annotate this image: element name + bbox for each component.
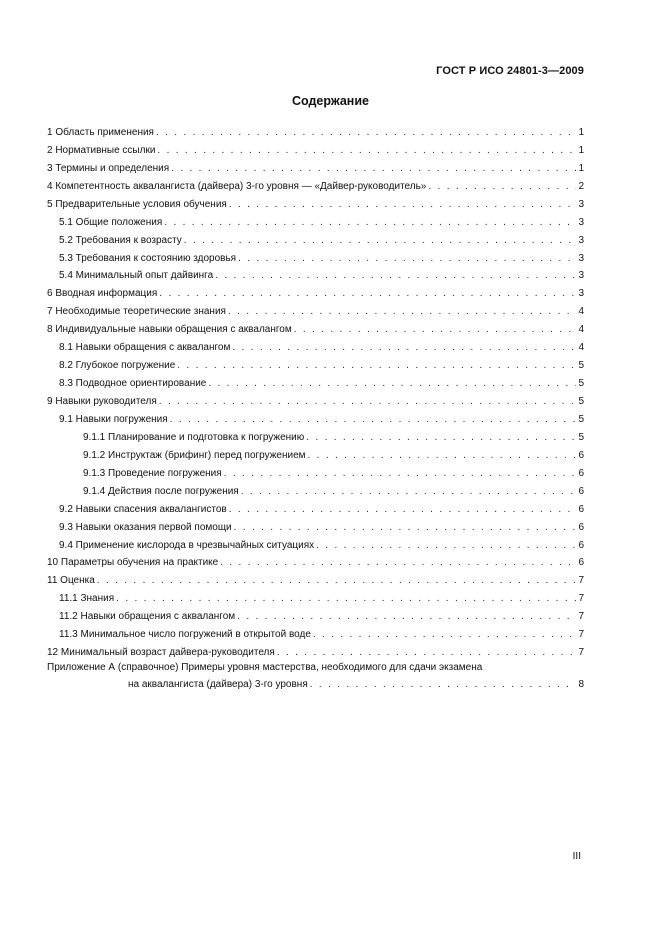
toc-entry[interactable] <box>47 498 584 516</box>
toc-entry-title: 5 Предварительные условия обучения <box>47 198 227 210</box>
toc-entry[interactable] <box>47 265 584 283</box>
toc-entry[interactable] <box>47 569 584 587</box>
toc-appendix-entry[interactable] <box>47 661 584 691</box>
toc-entry-page: 7 <box>578 629 584 641</box>
toc-leader-dots <box>97 575 577 587</box>
toc-entry-page: 3 <box>578 216 584 228</box>
toc-entry-title: 9.3 Навыки оказания первой помощи <box>59 521 232 533</box>
table-of-contents <box>47 121 584 691</box>
toc-entry-title: 1 Область применения <box>47 126 154 138</box>
toc-entry-page: 6 <box>578 557 584 569</box>
toc-entry[interactable] <box>47 157 584 175</box>
toc-leader-dots <box>215 270 576 282</box>
toc-entry-page: 3 <box>578 288 584 300</box>
toc-entry-page: 6 <box>578 539 584 551</box>
toc-entry[interactable] <box>47 462 584 480</box>
toc-entry-page: 4 <box>578 342 584 354</box>
toc-entry-page: 6 <box>578 521 584 533</box>
toc-entry-title: 8.3 Подводное ориентирование <box>59 378 207 390</box>
toc-entry-page: 3 <box>578 270 584 282</box>
toc-entry-title: 7 Необходимые теоретические знания <box>47 306 226 318</box>
toc-entry-page: 3 <box>578 252 584 264</box>
page-number: III <box>572 851 581 862</box>
toc-entry-title: 12 Минимальный возраст дайвера-руководителя <box>47 647 275 659</box>
toc-entry-title: 9.1.4 Действия после погружения <box>83 485 239 497</box>
toc-leader-dots <box>208 378 576 390</box>
toc-entry-title: 3 Термины и определения <box>47 162 170 174</box>
toc-entry-title: 9.1 Навыки погружения <box>59 413 168 425</box>
toc-leader-dots <box>220 557 576 569</box>
toc-entry-title: 9.1.2 Инструктаж (брифинг) перед погружением <box>83 449 306 461</box>
toc-entry[interactable] <box>47 139 584 157</box>
toc-entry-title: 2 Нормативные ссылки <box>47 144 156 156</box>
toc-leader-dots <box>228 306 576 318</box>
toc-entry-page: 1 <box>578 126 584 138</box>
toc-entry-page: 7 <box>578 575 584 587</box>
toc-entry-title: 5.3 Требования к состоянию здоровья <box>59 252 237 264</box>
toc-entry-page: 6 <box>578 449 584 461</box>
toc-leader-dots <box>159 288 576 300</box>
toc-entry-page: 6 <box>578 467 584 479</box>
toc-leader-dots <box>241 486 577 498</box>
toc-entry[interactable] <box>47 552 584 570</box>
toc-entry[interactable] <box>47 516 584 534</box>
toc-leader-dots <box>164 217 576 229</box>
toc-entry-page: 3 <box>578 198 584 210</box>
toc-entry[interactable] <box>47 193 584 211</box>
toc-entry-title: 5.4 Минимальный опыт дайвинга <box>59 270 214 282</box>
toc-entry[interactable] <box>47 318 584 336</box>
toc-entry[interactable] <box>47 229 584 247</box>
toc-entry[interactable] <box>47 390 584 408</box>
toc-entry[interactable] <box>47 282 584 300</box>
toc-entry-page: 5 <box>578 378 584 390</box>
toc-leader-dots <box>313 629 577 641</box>
page-title: Содержание <box>291 94 369 108</box>
toc-entry[interactable] <box>47 623 584 641</box>
toc-entry-title: 11 Оценка <box>47 575 95 587</box>
toc-entry-title: 9.1.3 Проведение погружения <box>83 467 222 479</box>
toc-leader-dots <box>184 235 577 247</box>
toc-entry[interactable] <box>47 354 584 372</box>
toc-leader-dots <box>294 324 577 336</box>
toc-leader-dots <box>308 450 577 462</box>
toc-entry[interactable] <box>47 587 584 605</box>
toc-leader-dots <box>229 504 577 516</box>
toc-entry-page: 2 <box>578 180 584 192</box>
toc-entry-title: 4 Компетентность аквалангиста (дайвера) 3-го уровня — «Дайвер-руководитель» <box>47 180 427 192</box>
toc-entry-title: 9.2 Навыки спасения аквалангистов <box>59 503 227 515</box>
toc-entry-title: 9.1.1 Планирование и подготовка к погружению <box>83 431 305 443</box>
toc-leader-dots <box>234 522 577 534</box>
toc-entry[interactable] <box>47 300 584 318</box>
toc-leader-dots <box>116 593 576 605</box>
toc-leader-dots <box>156 127 576 139</box>
toc-leader-dots <box>238 253 576 265</box>
toc-leader-dots <box>177 360 576 372</box>
toc-entry-title: 8.2 Глубокое погружение <box>59 360 176 372</box>
toc-leader-dots <box>310 679 577 691</box>
toc-entry[interactable] <box>47 408 584 426</box>
toc-entry-title: 6 Вводная информация <box>47 288 158 300</box>
toc-entry-page: 4 <box>578 324 584 336</box>
toc-entry-title: 10 Параметры обучения на практике <box>47 557 219 569</box>
toc-entry[interactable] <box>47 534 584 552</box>
toc-entry[interactable] <box>47 372 584 390</box>
toc-entry-title: 8 Индивидуальные навыки обращения с аквалангом <box>47 324 292 336</box>
toc-entry-title: 5.1 Общие положения <box>59 216 163 228</box>
toc-entry-page: 5 <box>578 431 584 443</box>
toc-entry-page: 5 <box>578 396 584 407</box>
toc-leader-dots <box>277 647 577 659</box>
toc-entry[interactable] <box>47 605 584 623</box>
toc-entry-page: 1 <box>578 162 584 174</box>
toc-entry[interactable] <box>47 247 584 265</box>
toc-entry-page: 5 <box>578 413 584 425</box>
toc-entry[interactable] <box>47 480 584 498</box>
toc-entry-title: 11.1 Знания <box>59 593 115 605</box>
toc-entry[interactable] <box>47 336 584 354</box>
toc-entry-title: 5.2 Требования к возрасту <box>59 234 182 246</box>
toc-entry-page: 1 <box>578 144 584 156</box>
toc-leader-dots <box>170 414 577 426</box>
toc-entry[interactable] <box>47 121 584 139</box>
toc-appendix-line1: Приложение А (справочное) Примеры уровня мастерства, необходимого для сдачи экзамена <box>47 662 483 674</box>
toc-leader-dots <box>159 396 577 408</box>
toc-leader-dots <box>229 199 577 211</box>
toc-entry-page: 6 <box>578 503 584 515</box>
toc-appendix-page: 8 <box>578 679 584 691</box>
toc-entry[interactable] <box>47 211 584 229</box>
toc-entry[interactable] <box>47 175 584 193</box>
toc-leader-dots <box>157 145 576 157</box>
toc-appendix-line2: на аквалангиста (дайвера) 3-го уровня <box>128 679 308 691</box>
toc-leader-dots <box>171 163 576 175</box>
toc-entry-title: 8.1 Навыки обращения с аквалангом <box>59 342 231 354</box>
toc-leader-dots <box>237 611 576 623</box>
toc-entry[interactable] <box>47 641 584 659</box>
toc-leader-dots <box>428 181 576 193</box>
toc-leader-dots <box>306 432 576 444</box>
toc-entry-title: 9.4 Применение кислорода в чрезвычайных ситуациях <box>59 539 315 551</box>
toc-entry-page: 7 <box>578 593 584 605</box>
toc-entry-page: 7 <box>578 647 584 659</box>
toc-entry[interactable] <box>47 444 584 462</box>
toc-entry-title: 9 Навыки руководителя <box>47 396 157 407</box>
document-code: ГОСТ Р ИСО 24801-3—2009 <box>436 65 584 77</box>
toc-entry[interactable] <box>47 426 584 444</box>
toc-entry-title: 11.2 Навыки обращения с аквалангом <box>59 611 236 623</box>
toc-entry-page: 7 <box>578 611 584 623</box>
toc-entry-page: 5 <box>578 360 584 372</box>
toc-entry-page: 4 <box>578 306 584 318</box>
toc-leader-dots <box>224 468 577 480</box>
toc-entry-page: 3 <box>578 234 584 246</box>
toc-entry-title: 11.3 Минимальное число погружений в открытой воде <box>59 629 311 641</box>
toc-leader-dots <box>232 342 576 354</box>
toc-leader-dots <box>316 540 576 552</box>
toc-entry-page: 6 <box>578 485 584 497</box>
